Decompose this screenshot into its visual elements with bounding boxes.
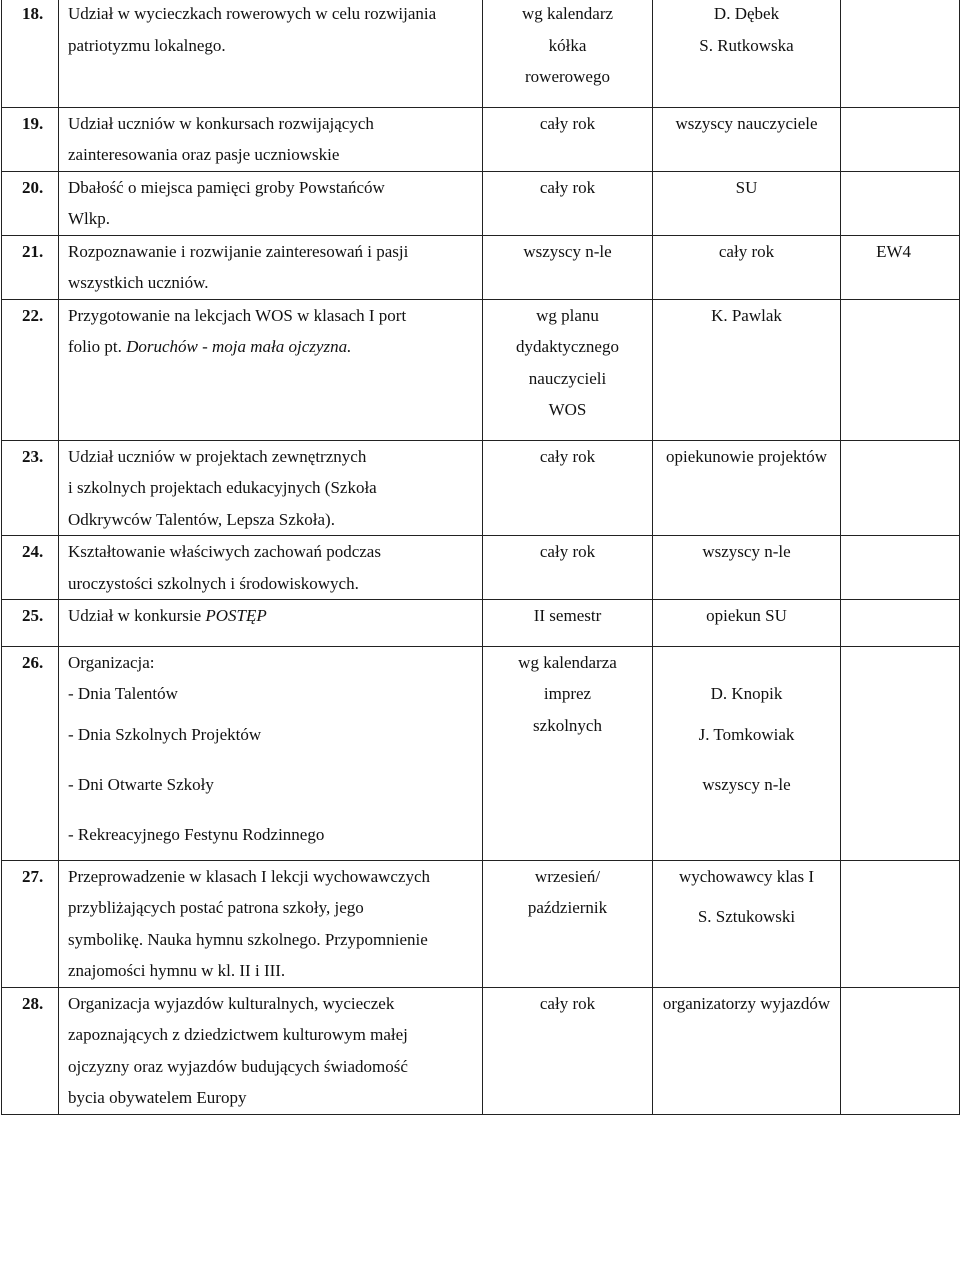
activity-notes (841, 860, 960, 987)
responsible-line: S. Sztukowski (697, 907, 796, 926)
description-line: - Dnia Talentów (68, 684, 178, 703)
activity-notes (841, 299, 960, 440)
activity-term (483, 235, 653, 299)
activity-notes (841, 171, 960, 235)
term-line: nauczycieli (528, 368, 607, 388)
table-row (2, 440, 960, 536)
description-line: - Dnia Szkolnych Projektów (68, 724, 262, 744)
description-line: wszystkich uczniów. (68, 273, 209, 292)
row-number: 27. (2, 860, 59, 987)
activity-notes (841, 987, 960, 1114)
activity-description (59, 600, 483, 647)
table-row (2, 171, 960, 235)
term-line: cały rok (539, 177, 596, 197)
row-number: 19. (2, 107, 59, 171)
term-line: rowerowego (525, 67, 610, 86)
term-line: cały rok (539, 993, 596, 1013)
row-number: 18. (2, 0, 59, 107)
row-number: 26. (2, 646, 59, 860)
row-number: 23. (2, 440, 59, 536)
activity-responsible (653, 0, 841, 107)
table-row (2, 536, 960, 600)
activity-term (483, 860, 653, 987)
term-line: cały rok (539, 446, 596, 466)
description-line: Wlkp. (68, 209, 111, 228)
description-line: Udział uczniów w projektach zewnętrznych (68, 446, 367, 466)
responsible-line: cały rok (718, 241, 775, 261)
description-line: Organizacja wyjazdów kulturalnych, wycieczek (68, 993, 395, 1013)
activity-responsible (653, 646, 841, 860)
term-line: cały rok (539, 542, 596, 561)
responsible-line: wszyscy n-le (702, 542, 791, 561)
responsible-line: wszyscy nauczyciele (675, 113, 818, 133)
description-line: i szkolnych projektach edukacyjnych (Szkoła (68, 478, 377, 497)
term-line: dydaktycznego (516, 337, 619, 356)
description-line: Kształtowanie właściwych zachowań podczas (68, 542, 381, 561)
term-line: cały rok (539, 113, 596, 133)
responsible-line: wszyscy n-le (702, 774, 791, 794)
description-line (68, 331, 472, 363)
term-line: szkolnych (533, 715, 602, 735)
description-line: Odkrywców Talentów, Lepsza Szkoła). (68, 509, 335, 529)
activity-notes (841, 536, 960, 600)
responsible-line: S. Rutkowska (699, 35, 794, 55)
description-line: Udział w wycieczkach rowerowych w celu rozwijania (68, 4, 437, 23)
description-line: Organizacja: (68, 652, 155, 672)
description-line: Rozpoznawanie i rozwijanie zainteresowań i pasji (68, 241, 409, 261)
description-line: Udział uczniów w konkursach rozwijających (68, 113, 374, 133)
description-line: symbolikę. Nauka hymnu szkolnego. Przypomnienie (68, 929, 428, 949)
description-text: Udział w konkursie (68, 606, 206, 625)
description-title-italic: Doruchów - moja mała ojczyzna. (126, 337, 352, 356)
term-line: imprez (543, 684, 592, 703)
term-line: kółka (548, 35, 587, 55)
term-line: wg planu (536, 305, 599, 325)
activity-notes (841, 107, 960, 171)
description-line: Przygotowanie na lekcjach WOS w klasach I port (68, 305, 407, 325)
activity-term (483, 171, 653, 235)
term-line: wg kalendarz (521, 4, 614, 23)
responsible-line: organizatorzy wyjazdów (662, 993, 831, 1013)
description-line: bycia obywatelem Europy (68, 1088, 247, 1107)
term-line: WOS (548, 400, 587, 419)
activity-responsible (653, 987, 841, 1114)
responsible-line: J. Tomkowiak (698, 724, 795, 744)
table-row (2, 987, 960, 1114)
activity-term (483, 299, 653, 440)
activity-description (59, 860, 483, 987)
table-row (2, 235, 960, 299)
table-row (2, 0, 960, 107)
table-row (2, 646, 960, 860)
description-line (68, 600, 472, 632)
table-row (2, 600, 960, 647)
activity-responsible (653, 440, 841, 536)
description-text: folio pt. (68, 337, 127, 356)
table-row (2, 107, 960, 171)
activity-responsible (653, 536, 841, 600)
responsible-line: D. Dębek (713, 4, 780, 23)
activity-term (483, 107, 653, 171)
activity-description (59, 171, 483, 235)
description-line: ojczyzny oraz wyjazdów budujących świadomość (68, 1056, 408, 1076)
activity-description (59, 440, 483, 536)
description-line: patriotyzmu lokalnego. (68, 35, 226, 55)
description-line: zainteresowania oraz pasje uczniowskie (68, 145, 340, 164)
responsible-line: opiekunowie projektów (666, 446, 827, 466)
responsible-line: D. Knopik (710, 684, 783, 703)
description-line: przybliżających postać patrona szkoły, jego (68, 898, 364, 917)
activity-description (59, 987, 483, 1114)
description-line: Dbałość o miejsca pamięci groby Powstańców (68, 177, 385, 197)
term-line: wszyscy n-le (523, 241, 612, 261)
description-line: znajomości hymnu w kl. II i III. (68, 961, 286, 980)
responsible-line: wychowawcy klas I (678, 866, 814, 886)
activity-notes (841, 600, 960, 647)
activity-term (483, 536, 653, 600)
activity-description (59, 299, 483, 440)
activity-term (483, 440, 653, 536)
activity-term (483, 987, 653, 1114)
activity-notes: EW4 (841, 235, 960, 299)
activity-term (483, 0, 653, 107)
activity-responsible (653, 860, 841, 987)
term-line: II semestr (533, 606, 602, 625)
row-number: 21. (2, 235, 59, 299)
activity-description (59, 536, 483, 600)
activity-responsible (653, 235, 841, 299)
activity-description (59, 0, 483, 107)
term-line: wrzesień/ (534, 866, 601, 886)
row-number: 24. (2, 536, 59, 600)
term-line: wg kalendarza (518, 652, 617, 672)
activity-description (59, 107, 483, 171)
activity-description (59, 646, 483, 860)
table-row (2, 299, 960, 440)
responsible-line: opiekun SU (706, 606, 787, 625)
contest-name-italic: POSTĘP (205, 606, 267, 625)
description-line: - Rekreacyjnego Festynu Rodzinnego (68, 824, 325, 844)
responsible-line: SU (735, 177, 758, 197)
row-number: 25. (2, 600, 59, 647)
responsible-line: K. Pawlak (711, 305, 782, 325)
term-line: październik (527, 898, 608, 917)
row-number: 28. (2, 987, 59, 1114)
activity-description (59, 235, 483, 299)
activity-notes (841, 440, 960, 536)
activity-responsible (653, 107, 841, 171)
description-line: Przeprowadzenie w klasach I lekcji wychowawczych (68, 866, 431, 886)
table-row (2, 860, 960, 987)
activities-table (1, 0, 960, 1115)
row-number: 20. (2, 171, 59, 235)
description-line: zapoznających z dziedzictwem kulturowym małej (68, 1025, 408, 1044)
description-line: - Dni Otwarte Szkoły (68, 774, 214, 794)
description-line: uroczystości szkolnych i środowiskowych. (68, 573, 359, 593)
activity-notes (841, 646, 960, 860)
activity-responsible (653, 600, 841, 647)
activity-responsible (653, 299, 841, 440)
activity-notes (841, 0, 960, 107)
activity-responsible (653, 171, 841, 235)
activity-term (483, 600, 653, 647)
responsible-spacer (653, 647, 840, 679)
row-number: 22. (2, 299, 59, 440)
activity-term (483, 646, 653, 860)
